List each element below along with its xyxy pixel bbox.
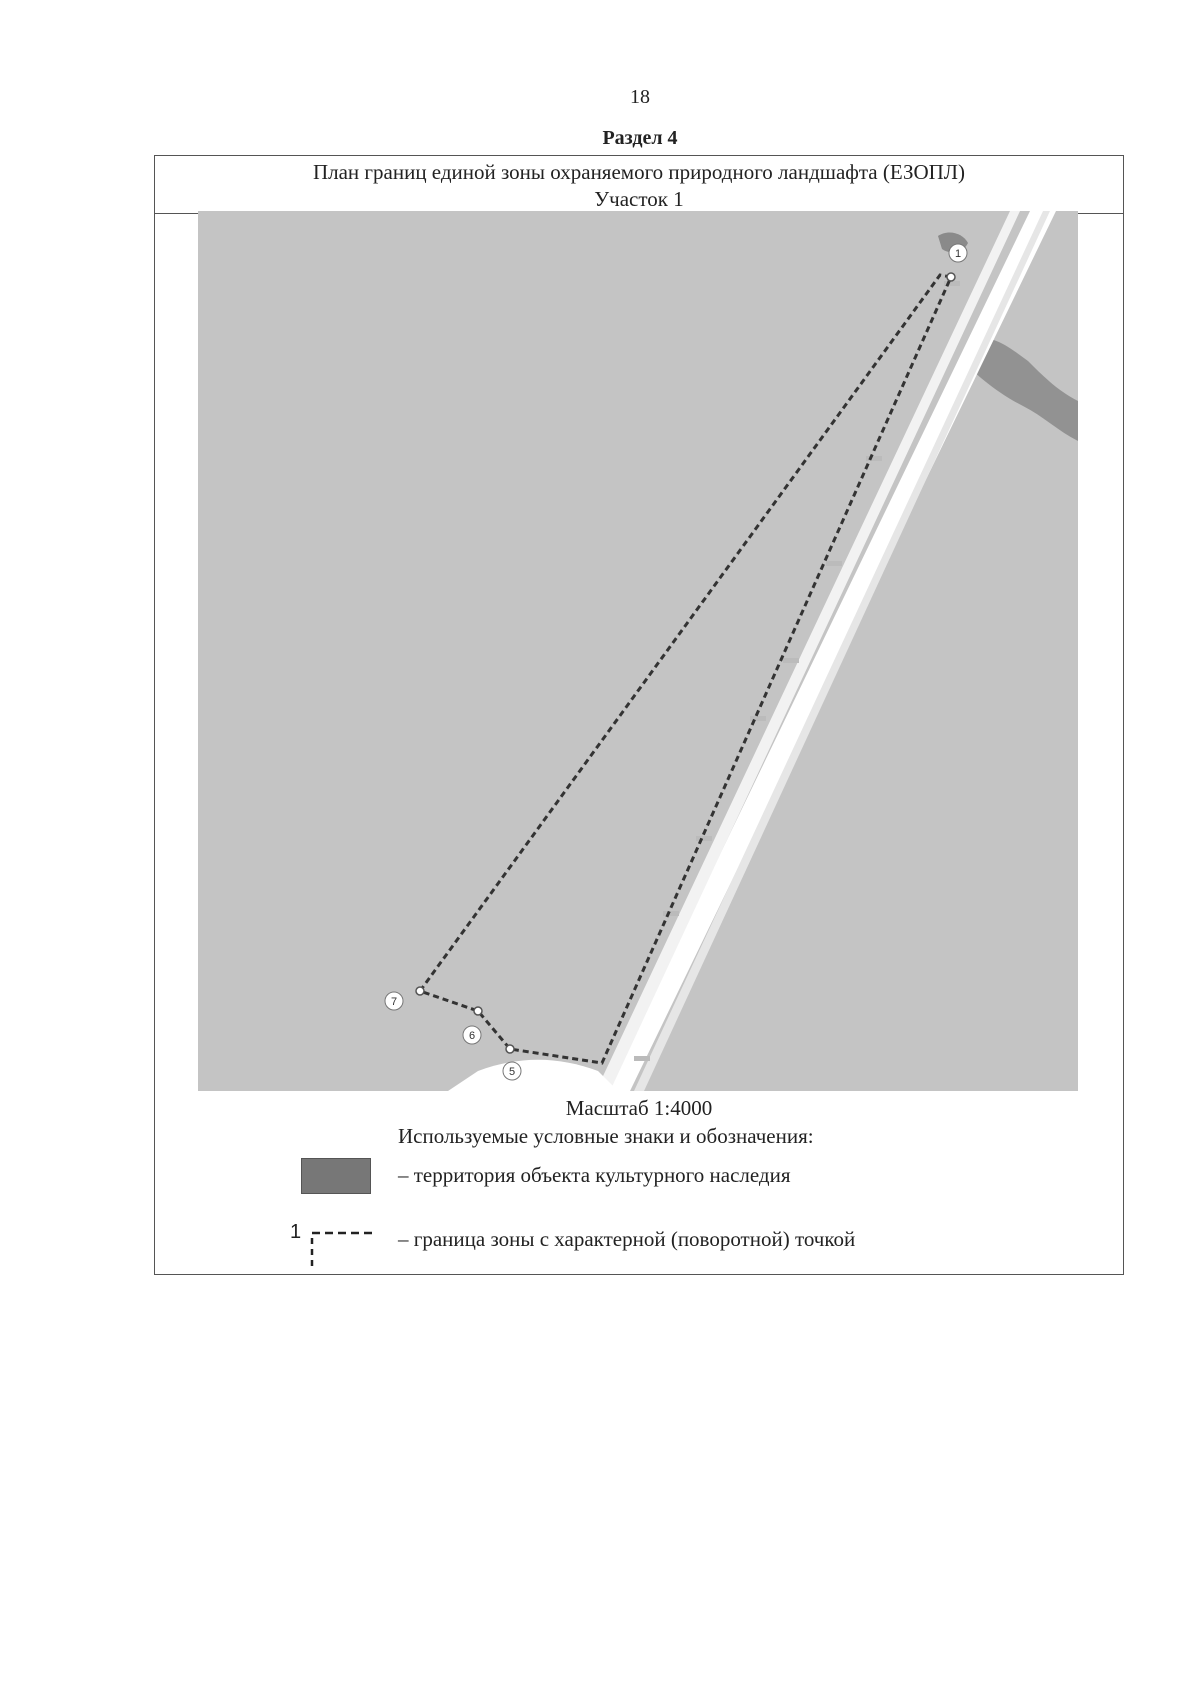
road-marker xyxy=(750,716,766,721)
plan-title: План границ единой зоны охраняемого природного ландшафта (ЕЗОПЛ) xyxy=(312,160,966,184)
map-drawing xyxy=(198,211,1078,1091)
shore-area xyxy=(448,1060,618,1091)
road-strip-inner xyxy=(596,211,1020,1091)
legend-boundary-text: – граница зоны с характерной (поворотной) точкой xyxy=(398,1227,856,1251)
plan-header xyxy=(155,156,1123,214)
road-marker xyxy=(634,1056,650,1061)
boundary-point-5-marker xyxy=(506,1045,514,1053)
road-marker xyxy=(696,836,712,841)
boundary-point-1-marker xyxy=(947,273,955,281)
map-scale: Масштаб 1:4000 xyxy=(565,1096,713,1120)
road-marker xyxy=(783,658,799,663)
boundary-point-7-label: 7 xyxy=(390,996,398,1008)
legend-title: Используемые условные знаки и обозначения: xyxy=(398,1124,814,1148)
boundary-point-1-label: 1 xyxy=(954,248,962,260)
boundary-point-5-label: 5 xyxy=(508,1066,516,1078)
plan-subtitle: Участок 1 xyxy=(594,187,684,211)
legend-boundary-symbol xyxy=(288,1222,376,1268)
road-marker xyxy=(866,456,882,461)
section-title: Раздел 4 xyxy=(602,127,678,149)
boundary-point-6-label: 6 xyxy=(468,1030,476,1042)
legend-heritage-swatch xyxy=(301,1158,371,1194)
road-marker xyxy=(826,561,842,566)
legend-heritage-text: – территория объекта культурного наследия xyxy=(398,1163,791,1187)
map-view xyxy=(198,211,1078,1091)
legend-boundary-point-label: 1 xyxy=(290,1222,302,1243)
road-strip-edge xyxy=(634,211,1050,1091)
boundary-point-7-marker xyxy=(416,987,424,995)
boundary-point-6-marker xyxy=(474,1007,482,1015)
road-marker xyxy=(663,911,679,916)
page-number: 18 xyxy=(630,86,650,108)
